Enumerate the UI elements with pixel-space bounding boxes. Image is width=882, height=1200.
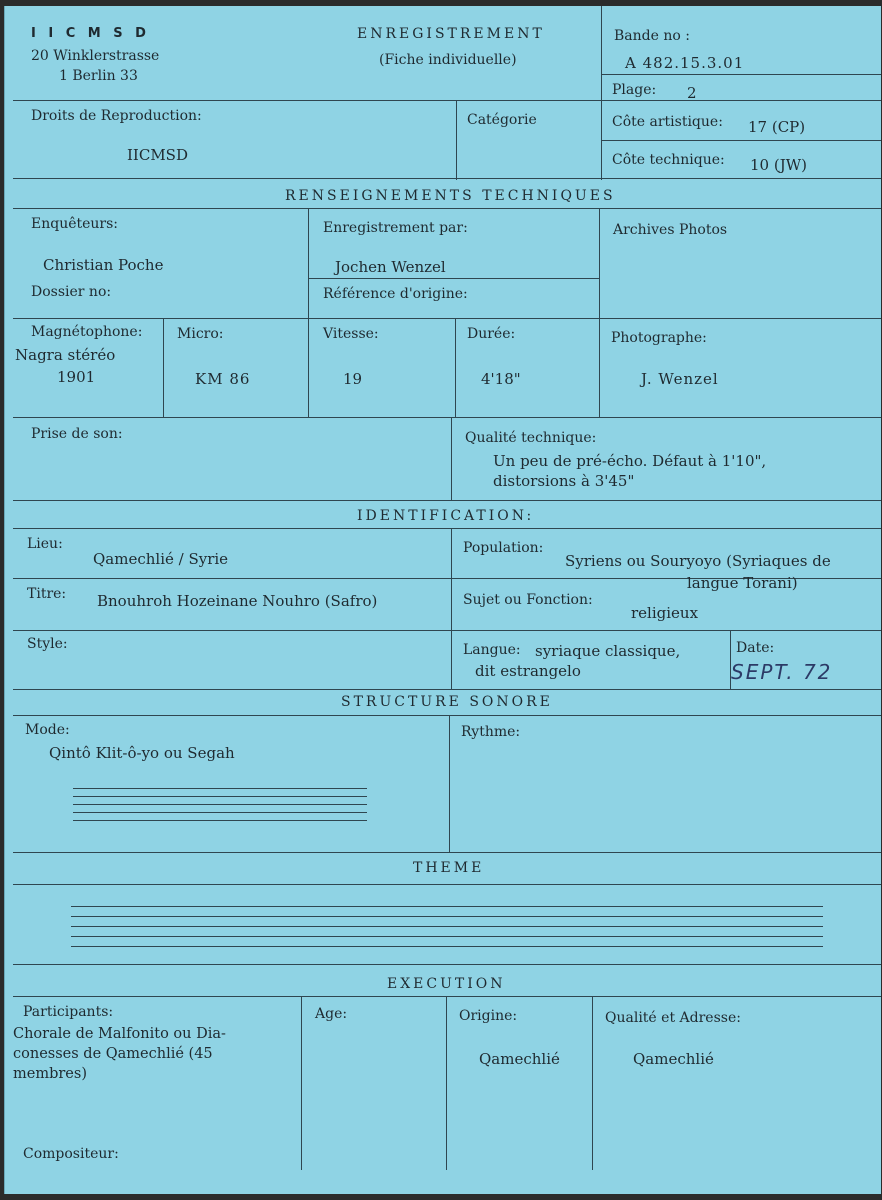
rule-header-bottom (13, 100, 881, 101)
rule-theme-title (13, 884, 881, 885)
lieu-value: Qamechlié / Syrie (93, 550, 229, 568)
participants-label: Participants: (23, 1004, 114, 1020)
rule-origine-left (446, 996, 447, 1170)
enregistrement-par-value: Jochen Wenzel (335, 258, 446, 276)
rule-structure-top (13, 689, 881, 690)
archives-label: Archives Photos (613, 222, 728, 238)
langue-value-1: syriaque classique, (535, 642, 681, 660)
micro-value: KM 86 (195, 370, 251, 388)
structure-section-title: STRUCTURE SONORE (341, 694, 553, 710)
langue-label: Langue: (463, 642, 521, 658)
technique-section-title: RENSEIGNEMENTS TECHNIQUES (285, 188, 616, 204)
rule-technique-title (13, 208, 881, 209)
population-value-2: langue Torani) (687, 574, 798, 592)
rule-enreg-left (308, 208, 309, 318)
cote-artistique-label: Côte artistique: (612, 114, 723, 130)
index-card (4, 6, 881, 1194)
plage-value: 2 (687, 84, 697, 102)
participants-value-1: Chorale de Malfonito ou Dia- (13, 1026, 226, 1042)
categorie-label: Catégorie (467, 112, 537, 128)
date-value-handwritten: SEPT. 72 (731, 660, 833, 684)
origine-value: Qamechlié (479, 1050, 560, 1068)
mode-label: Mode: (25, 722, 70, 738)
photographe-value: J. Wenzel (641, 370, 719, 388)
rule-micro-left (163, 318, 164, 418)
photographe-label: Photographe: (611, 330, 707, 346)
dossier-label: Dossier no: (31, 284, 112, 300)
rule-vitesse-left (308, 318, 309, 418)
vitesse-label: Vitesse: (323, 326, 379, 342)
reference-label: Référence d'origine: (323, 286, 468, 302)
participants-value-3: membres) (13, 1066, 87, 1082)
titre-label: Titre: (27, 586, 67, 602)
institute-street: 20 Winklerstrasse (31, 48, 160, 64)
bande-value: A 482.15.3.01 (625, 54, 745, 72)
vitesse-value: 19 (343, 370, 363, 388)
execution-section-title: EXECUTION (387, 976, 506, 992)
age-label: Age: (315, 1006, 348, 1022)
qualite-label: Qualité technique: (465, 430, 597, 446)
droits-value: IICMSD (127, 146, 188, 164)
droits-label: Droits de Reproduction: (31, 108, 202, 124)
rule-age-left (301, 996, 302, 1170)
enqueteurs-value: Christian Poche (43, 256, 164, 274)
rule-cote (601, 140, 881, 141)
population-label: Population: (463, 540, 544, 556)
micro-label: Micro: (177, 326, 224, 342)
rule-adresse-left (592, 996, 593, 1170)
titre-value: Bnouhroh Hozeinane Nouhro (Safro) (97, 592, 378, 610)
rule-bande (601, 74, 881, 75)
duree-label: Durée: (467, 326, 516, 342)
rule-reference (308, 278, 599, 279)
rule-execution-top (13, 964, 881, 965)
rule-titre-bottom (13, 630, 881, 631)
rule-categorie (456, 100, 457, 180)
rule-mag-top (13, 318, 881, 319)
magnetophone-value-2: 1901 (57, 368, 96, 386)
prise-label: Prise de son: (31, 426, 123, 442)
institute-city: 1 Berlin 33 (59, 68, 138, 84)
rule-qualite-left (451, 417, 452, 501)
rule-header-right (601, 6, 602, 180)
cote-technique-value: 10 (JW) (750, 156, 807, 174)
rule-rythme-left (449, 715, 450, 853)
sujet-value: religieux (631, 604, 699, 622)
cote-technique-label: Côte technique: (612, 152, 725, 168)
style-label: Style: (27, 636, 68, 652)
langue-value-2: dit estrangelo (475, 662, 581, 680)
plage-label: Plage: (612, 82, 657, 98)
origine-label: Origine: (459, 1008, 518, 1024)
qualite-adresse-value: Qamechlié (633, 1050, 714, 1068)
lieu-label: Lieu: (27, 536, 63, 552)
card-title: ENREGISTREMENT (357, 26, 545, 42)
rule-execution-title (13, 996, 881, 997)
rythme-label: Rythme: (461, 724, 521, 740)
magnetophone-value-1: Nagra stéréo (15, 346, 116, 364)
rule-ident-top (13, 500, 881, 501)
compositeur-label: Compositeur: (23, 1146, 119, 1162)
population-value-1: Syriens ou Souryoyo (Syriaques de (565, 552, 831, 570)
sujet-label: Sujet ou Fonction: (463, 592, 593, 608)
date-label: Date: (736, 640, 775, 656)
participants-value-2: conesses de Qamechlié (45 (13, 1046, 213, 1062)
mode-value: Qintô Klit-ô-yo ou Segah (49, 744, 235, 762)
identification-section-title: IDENTIFICATION: (357, 508, 535, 524)
bande-label: Bande no : (614, 28, 690, 44)
magnetophone-label: Magnétophone: (31, 324, 143, 340)
rule-mag-bottom (13, 417, 881, 418)
rule-technique-top (13, 178, 881, 179)
institute-name: I I C M S D (31, 26, 150, 41)
qualite-value-2: distorsions à 3'45" (493, 472, 635, 490)
theme-section-title: THEME (413, 860, 485, 876)
card-subtitle: (Fiche individuelle) (379, 52, 517, 68)
duree-value: 4'18" (481, 370, 521, 388)
enregistrement-par-label: Enregistrement par: (323, 220, 468, 236)
enqueteurs-label: Enquêteurs: (31, 216, 119, 232)
rule-ident-title (13, 528, 881, 529)
cote-artistique-value: 17 (CP) (748, 118, 806, 136)
qualite-adresse-label: Qualité et Adresse: (605, 1010, 741, 1026)
rule-ident-mid (451, 528, 452, 690)
rule-theme-top (13, 852, 881, 853)
rule-structure-title (13, 715, 881, 716)
rule-duree-left (455, 318, 456, 418)
rule-enreg-right (599, 208, 600, 418)
qualite-value-1: Un peu de pré-écho. Défaut à 1'10", (493, 452, 767, 470)
